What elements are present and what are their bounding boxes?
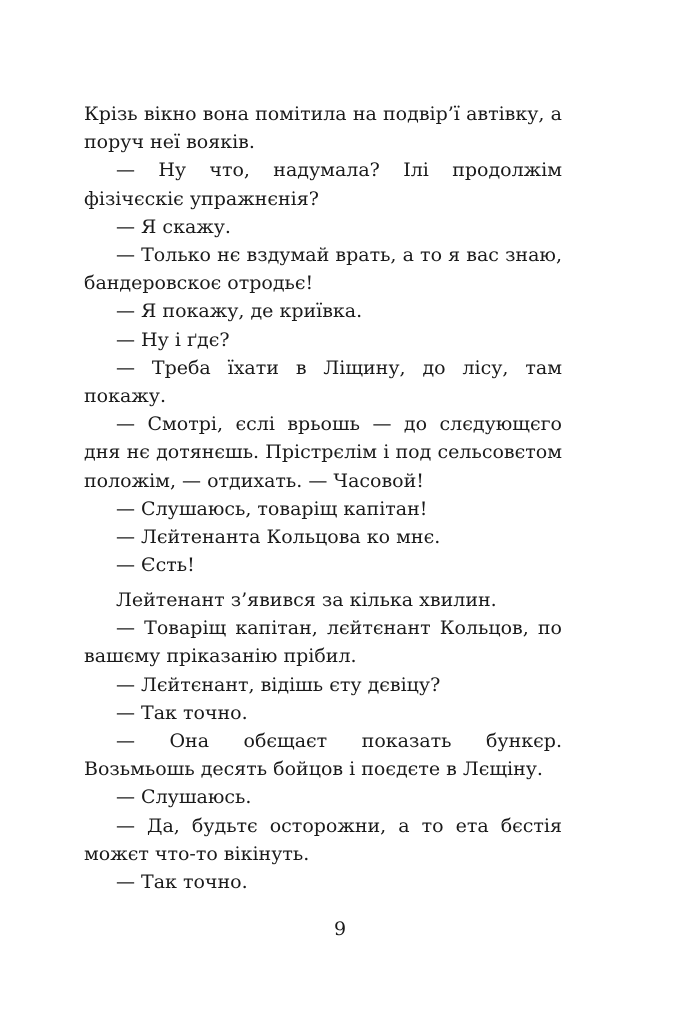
- paragraph: — Слушаюсь.: [116, 786, 252, 809]
- paragraph: — Єсть!: [116, 554, 195, 577]
- paragraph: — Она обєщаєт показать бункєр. Возьмьошь десять бойцов і поєдєте в Лєщіну.: [84, 730, 562, 781]
- text-block-1: [84, 100, 562, 579]
- paragraph: — Я скажу.: [116, 215, 231, 238]
- paragraph: — Да, будьтє осторожни, а то ета бєстія можєт что-то вікінуть.: [84, 814, 562, 865]
- page-number: 9: [333, 918, 347, 940]
- paragraph: — Так точно.: [116, 701, 248, 724]
- text-block-2: [84, 586, 562, 896]
- paragraph: — Лєйтєнант, відішь єту дєвіцу?: [116, 673, 441, 696]
- paragraph: — Ну і ґдє?: [116, 328, 230, 351]
- paragraph: — Треба їхати в Ліщину, до лісу, там покажу.: [84, 356, 562, 408]
- paragraph: — Слушаюсь, товаріщ капітан!: [116, 497, 428, 520]
- paragraph: — Ну что, надумала? Ілі продолжім фізічєскіє упражнєнія?: [84, 159, 562, 210]
- paragraph: Лейтенант з’явився за кілька хвилин.: [116, 589, 497, 611]
- paragraph: — Лєйтенанта Кольцова ко мнє.: [116, 526, 441, 549]
- paragraph: Крізь вікно вона помітила на подвір’ї автівку, а поруч неї вояків.: [84, 103, 562, 154]
- paragraph: — Товаріщ капітан, лєйтєнант Кольцов, по вашєму пріказанію прібил.: [84, 617, 562, 668]
- paragraph: — Так точно.: [116, 871, 248, 894]
- paragraph: — Только нє вздумай врать, а то я вас знаю, бандеровскоє отродьє!: [84, 244, 562, 295]
- paragraph: — Я покажу, де криївка.: [116, 300, 363, 323]
- paragraph: — Смотрі, єслі врьошь — до слєдующєго дня нє дотянєшь. Прістрєлім і под сельсовєтом положім, — отдихать. — Часовой!: [84, 413, 562, 492]
